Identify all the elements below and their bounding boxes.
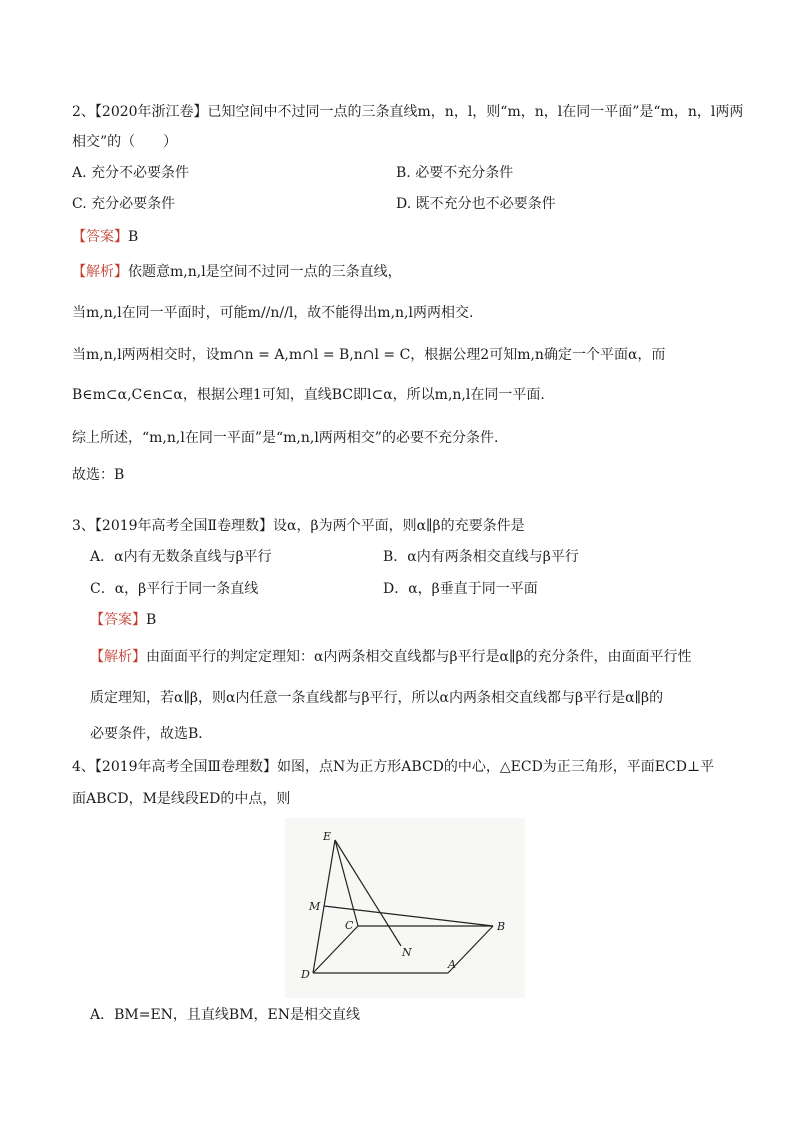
label-N: N: [402, 946, 412, 959]
q4-figure: [285, 818, 525, 998]
q3-stem: 3、【2019年高考全国Ⅱ卷理数】设α，β为两个平面，则α∥β的充要条件是: [72, 518, 525, 534]
label-M: M: [309, 900, 321, 913]
q2-option-a: A. 充分不必要条件: [72, 165, 190, 181]
q2-stem-line1: 2、【2020年浙江卷】已知空间中不过同一点的三条直线m，n，l，则“m，n，l在同一平面”是“m，n，l两两: [72, 104, 744, 120]
q3-option-c: C．α，β平行于同一条直线: [90, 581, 259, 597]
q3-analysis-label: 【解析】: [90, 649, 146, 665]
label-E: E: [323, 830, 332, 843]
q3-option-d: D．α，β垂直于同一平面: [383, 581, 538, 597]
q3-answer-value: B: [146, 612, 157, 628]
q2-answer-value: B: [128, 229, 139, 245]
q2-stem-line2: 相交”的（ ）: [72, 134, 178, 150]
label-D: D: [301, 968, 310, 981]
q3-answer: [90, 610, 156, 630]
q4-stem-line2: 面ABCD，M是线段ED的中点，则: [72, 791, 291, 807]
q2-analysis-line4: B∈m⊂α,C∈n⊂α，根据公理1可知，直线BC即l⊂α，所以m,n,l在同一平面.: [72, 387, 545, 403]
q4-stem-line1: 4、【2019年高考全国Ⅲ卷理数】如图，点N为正方形ABCD的中心，△ECD为正三角形，平面ECD⊥平: [72, 759, 715, 775]
q3-answer-label: 【答案】: [90, 612, 146, 628]
q2-analysis-line3: 当m,n,l两两相交时，设m∩n = A,m∩l = B,n∩l = C，根据公理2可知m,n确定一个平面α，而: [72, 347, 666, 363]
q3-option-a: A．α内有无数条直线与β平行: [90, 549, 272, 565]
q2-option-b: B. 必要不充分条件: [396, 165, 514, 181]
q2-answer-label: 【答案】: [72, 229, 128, 245]
label-A: A: [448, 958, 456, 971]
label-B: B: [497, 920, 506, 933]
q3-analysis-text1: 由面面平行的判定定理知：α内两条相交直线都与β平行是α∥β的充分条件，由面面平行性: [146, 649, 692, 665]
q3-analysis-line3: 必要条件，故选B．: [90, 726, 213, 742]
figure-background: [285, 818, 525, 998]
q2-analysis-line2: 当m,n,l在同一平面时，可能m//n//l，故不能得出m,n,l两两相交.: [72, 305, 474, 321]
q2-answer: [72, 227, 138, 247]
q3-analysis-line1: [90, 647, 692, 667]
q3-analysis-line2: 质定理知，若α∥β，则α内任意一条直线都与β平行，所以α内两条相交直线都与β平行是α∥β的: [90, 690, 664, 706]
q2-analysis-label: 【解析】: [72, 264, 128, 280]
q4-option-a: A．BM=EN，且直线BM，EN是相交直线: [90, 1007, 361, 1023]
q2-option-d: D. 既不充分也不必要条件: [396, 196, 556, 212]
q2-analysis-line6: 故选：B: [72, 467, 125, 483]
q2-analysis-line1: [72, 262, 402, 282]
q3-option-b: B．α内有两条相交直线与β平行: [383, 549, 579, 565]
label-C: C: [345, 919, 354, 932]
q2-analysis-text1: 依题意m,n,l是空间不过同一点的三条直线，: [128, 264, 402, 280]
q2-option-c: C. 充分必要条件: [72, 196, 176, 212]
q2-analysis-line5: 综上所述，“m,n,l在同一平面”是“m,n,l两两相交”的必要不充分条件.: [72, 430, 499, 446]
